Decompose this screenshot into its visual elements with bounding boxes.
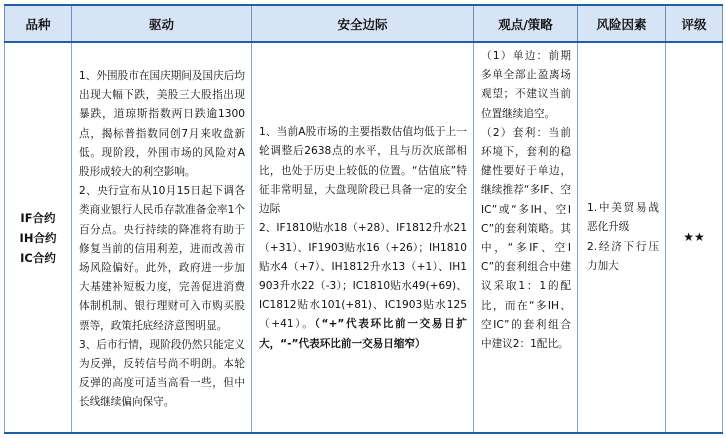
risk-item-2: 2.经济下行压力加大 xyxy=(587,240,659,272)
strategy-single-side: （1）单边：前期多单全部止盈离场观望；不建议当前位置继续追空。 xyxy=(481,50,571,120)
driver-point-2: 2、央行宣布从10月15日起下调各类商业银行人民币存款准备金率1个百分点。央行持续的降准将有助于修复当前的信用利差，进而改善市场风险偏好。此外，政府进一步加大基建补短板力度，完善促进消费体制机制、银行理财可入市购买股票等，政策托底经济意图明显。 xyxy=(79,185,245,332)
strategy-arbitrage: （2）套利：当前环境下，套利的稳健性要好于单边，继续推荐“多IF、空IC”或“多IH、空IC”的套利策略。其中，“多IF、空IC”的套利组合中建议采取1：1的配比，而在“多IH、空IC”的套利组合中建议2：1配比。 xyxy=(481,126,571,351)
safety-margin-cell xyxy=(252,42,474,433)
rating-stars: ★★ xyxy=(683,229,705,244)
header-risk-factors: 风险因素 xyxy=(578,5,666,42)
header-variety: 品种 xyxy=(5,5,72,42)
variety-if: IF合约 xyxy=(20,210,56,225)
futures-strategy-table xyxy=(4,4,723,434)
table-row xyxy=(5,42,723,433)
safety-point-1: 1、当前A股市场的主要指数估值均低于上一轮调整后2638点的水平，且与历次底部相比，也处于历史上较低的位置。“估值底”特征非常明显，大盘现阶段已具备一定的安全边际 xyxy=(259,126,467,216)
rating-cell xyxy=(666,42,723,433)
view-strategy-cell xyxy=(474,42,578,433)
header-view-strategy: 观点/策略 xyxy=(474,5,578,42)
driver-cell xyxy=(72,42,252,433)
variety-ic: IC合约 xyxy=(20,250,56,265)
header-driver: 驱动 xyxy=(72,5,252,42)
risk-item-1: 1.中美贸易战恶化升级 xyxy=(587,202,659,234)
header-row xyxy=(5,5,723,42)
driver-point-1: 1、外围股市在国庆期间及国庆后均出现大幅下跌，美股三大股指出现暴跌，道琼斯指数两日跌逾1300点，揭标普指数同创7月来收盘新低。现阶段，外围市场的风险对A股形成较大的利空影响。 xyxy=(79,70,245,179)
driver-point-3: 3、后市行情，现阶段仍然只能定义为反弹，反转信号尚不明朗。本轮反弹的高度可适当高看一些，但中长线继续偏向保守。 xyxy=(79,338,245,409)
header-safety-margin: 安全边际 xyxy=(252,5,474,42)
safety-point-2-note: （“+”代表环比前一交易日扩大，“-”代表环比前一交易日缩窄） xyxy=(259,318,467,350)
variety-ih: IH合约 xyxy=(19,230,57,245)
header-rating: 评级 xyxy=(666,5,723,42)
safety-point-2: 2、IF1810贴水18（+28）、IF1812升水21（+31）、IF1903贴水16（+26）；IH1810贴水4（+7）、IH1812升水13（+1）、IH1903升水22（-3）；IC1810贴水49(+69)、IC1812贴水101(+81)、IC1903贴水125（+41）。 xyxy=(259,222,467,331)
risk-factors-cell xyxy=(578,42,666,433)
variety-cell xyxy=(5,42,72,433)
